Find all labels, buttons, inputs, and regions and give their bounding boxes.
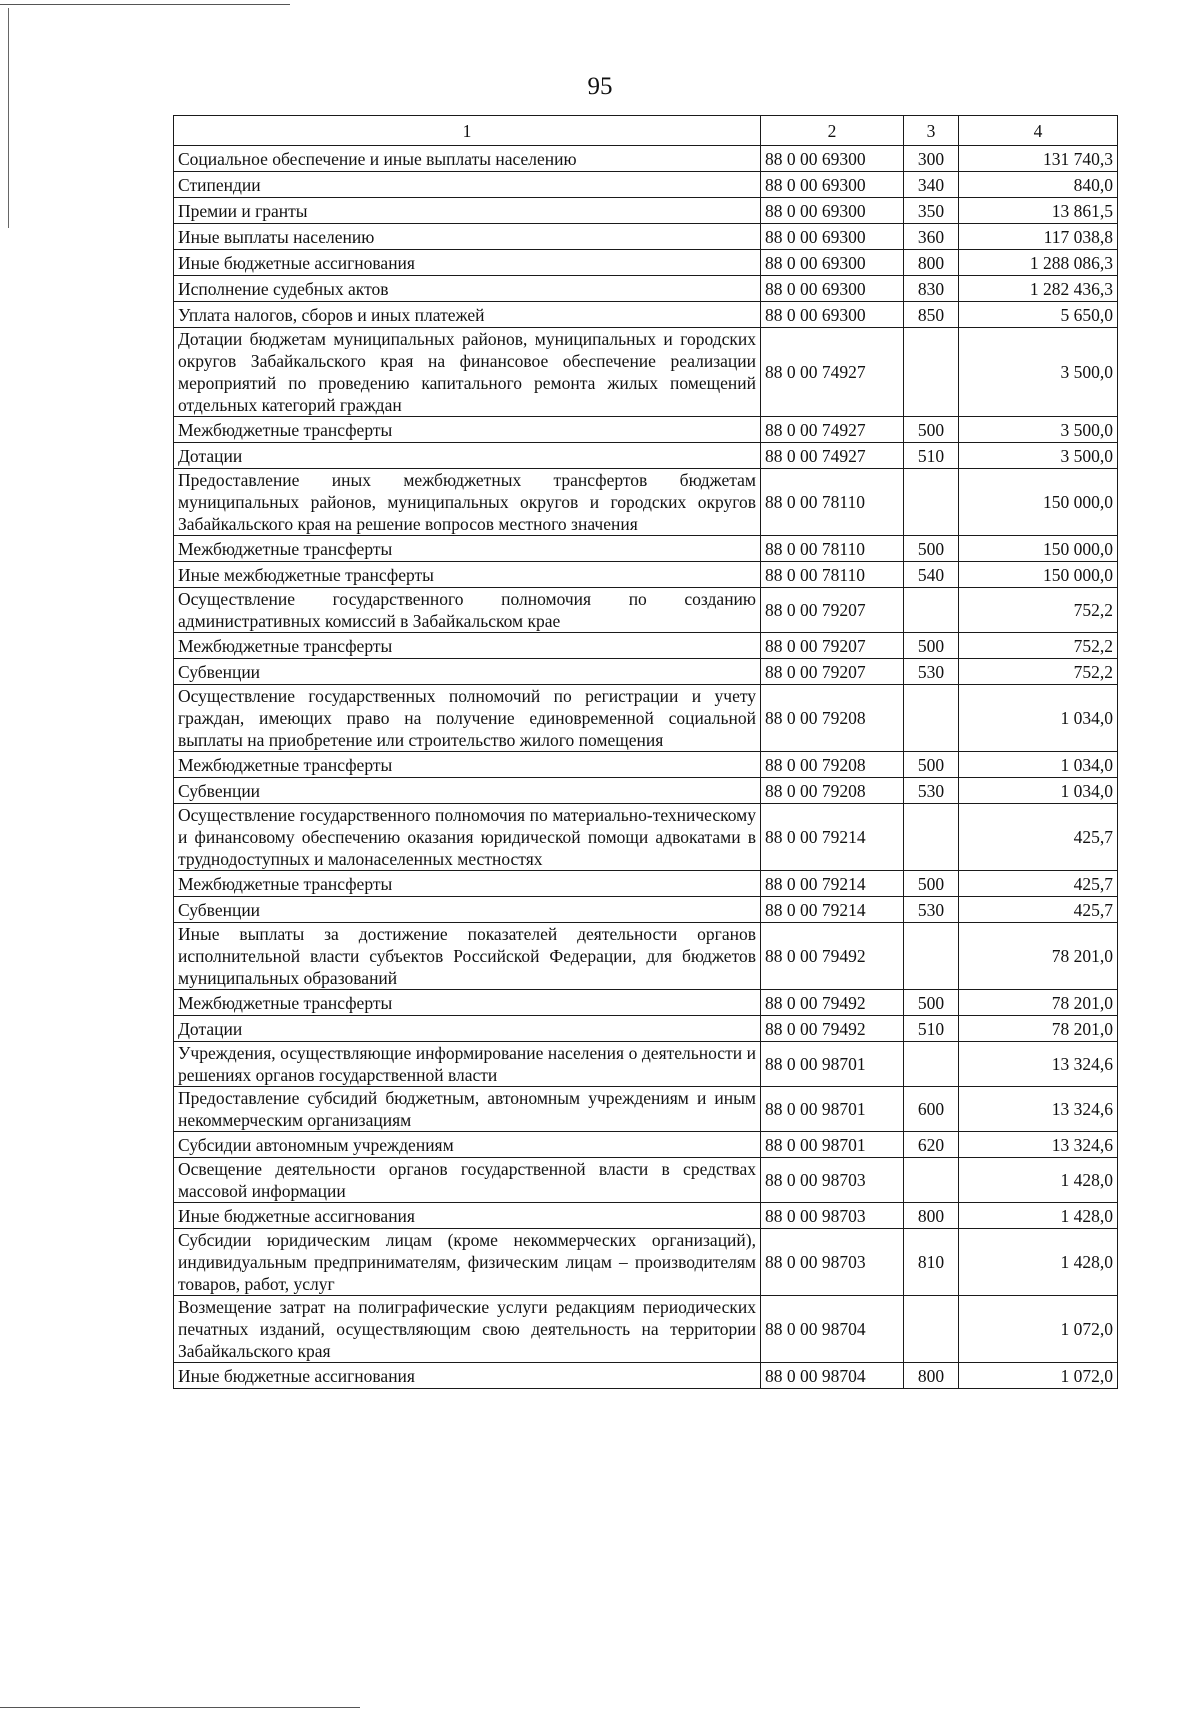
cell-name: Осуществление государственных полномочий по регистрации и учету граждан, имеющих право на получение единовременной социальной выплаты на приобретение или строительство жилого помещения: [174, 685, 761, 752]
cell-code: 88 0 00 78110: [761, 562, 904, 588]
cell-expense-type: 500: [904, 417, 959, 443]
cell-name: Социальное обеспечение и иные выплаты населению: [174, 146, 761, 172]
column-header-name: 1: [174, 116, 761, 146]
cell-amount: 425,7: [959, 871, 1118, 897]
cell-expense-type: [904, 804, 959, 871]
cell-expense-type: [904, 923, 959, 990]
cell-amount: 5 650,0: [959, 302, 1118, 328]
cell-name: Предоставление субсидий бюджетным, автономным учреждениям и иным некоммерческим организациям: [174, 1087, 761, 1132]
cell-amount: 13 861,5: [959, 198, 1118, 224]
cell-code: 88 0 00 79492: [761, 990, 904, 1016]
cell-expense-type: [904, 328, 959, 417]
table-row: [174, 146, 1118, 172]
cell-code: 88 0 00 98701: [761, 1132, 904, 1158]
cell-name: Стипендии: [174, 172, 761, 198]
cell-name: Учреждения, осуществляющие информирование населения о деятельности и решениях органов государственной власти: [174, 1042, 761, 1087]
table-row: [174, 1132, 1118, 1158]
cell-expense-type: [904, 469, 959, 536]
cell-code: 88 0 00 78110: [761, 469, 904, 536]
table-row: [174, 198, 1118, 224]
cell-code: 88 0 00 98703: [761, 1203, 904, 1229]
cell-expense-type: 500: [904, 990, 959, 1016]
cell-name: Освещение деятельности органов государственной власти в средствах массовой информации: [174, 1158, 761, 1203]
table-row: [174, 1016, 1118, 1042]
cell-code: 88 0 00 69300: [761, 172, 904, 198]
cell-amount: 752,2: [959, 588, 1118, 633]
cell-expense-type: 300: [904, 146, 959, 172]
scan-edge-left: [8, 8, 9, 228]
table-row: [174, 469, 1118, 536]
cell-expense-type: [904, 1296, 959, 1363]
cell-code: 88 0 00 78110: [761, 536, 904, 562]
cell-amount: 13 324,6: [959, 1132, 1118, 1158]
cell-code: 88 0 00 69300: [761, 224, 904, 250]
cell-expense-type: 500: [904, 536, 959, 562]
table-row: [174, 990, 1118, 1016]
cell-code: 88 0 00 69300: [761, 302, 904, 328]
cell-expense-type: 540: [904, 562, 959, 588]
table-row: [174, 172, 1118, 198]
cell-expense-type: [904, 685, 959, 752]
cell-code: 88 0 00 98701: [761, 1042, 904, 1087]
cell-code: 88 0 00 79207: [761, 659, 904, 685]
cell-code: 88 0 00 98701: [761, 1087, 904, 1132]
cell-expense-type: 340: [904, 172, 959, 198]
cell-code: 88 0 00 98704: [761, 1363, 904, 1389]
cell-expense-type: 500: [904, 633, 959, 659]
page-number: 95: [587, 73, 613, 100]
cell-amount: 840,0: [959, 172, 1118, 198]
cell-name: Субвенции: [174, 659, 761, 685]
cell-expense-type: 530: [904, 659, 959, 685]
cell-amount: 752,2: [959, 659, 1118, 685]
cell-code: 88 0 00 79208: [761, 752, 904, 778]
cell-code: 88 0 00 79207: [761, 633, 904, 659]
cell-amount: 1 034,0: [959, 685, 1118, 752]
table-header-row: [174, 116, 1118, 146]
cell-code: 88 0 00 98703: [761, 1229, 904, 1296]
cell-expense-type: [904, 1042, 959, 1087]
cell-amount: 117 038,8: [959, 224, 1118, 250]
table-row: [174, 562, 1118, 588]
cell-amount: 1 034,0: [959, 778, 1118, 804]
cell-expense-type: [904, 1158, 959, 1203]
scan-edge-top: [0, 4, 290, 5]
table-row: [174, 328, 1118, 417]
cell-expense-type: 360: [904, 224, 959, 250]
table-row: [174, 1158, 1118, 1203]
cell-code: 88 0 00 69300: [761, 250, 904, 276]
cell-expense-type: 800: [904, 1203, 959, 1229]
table-row: [174, 1087, 1118, 1132]
cell-amount: 1 282 436,3: [959, 276, 1118, 302]
column-header-sum: 4: [959, 116, 1118, 146]
cell-amount: 3 500,0: [959, 328, 1118, 417]
cell-expense-type: 510: [904, 1016, 959, 1042]
cell-name: Субсидии юридическим лицам (кроме некоммерческих организаций), индивидуальным предпринимателям, физическим лицам – производителям товаров, работ, услуг: [174, 1229, 761, 1296]
cell-name: Исполнение судебных актов: [174, 276, 761, 302]
cell-amount: 150 000,0: [959, 536, 1118, 562]
cell-amount: 78 201,0: [959, 1016, 1118, 1042]
cell-amount: 3 500,0: [959, 443, 1118, 469]
cell-name: Межбюджетные трансферты: [174, 752, 761, 778]
cell-name: Субсидии автономным учреждениям: [174, 1132, 761, 1158]
cell-amount: 1 428,0: [959, 1203, 1118, 1229]
cell-amount: 752,2: [959, 633, 1118, 659]
table-row: [174, 588, 1118, 633]
cell-code: 88 0 00 98703: [761, 1158, 904, 1203]
cell-amount: 13 324,6: [959, 1042, 1118, 1087]
cell-expense-type: 810: [904, 1229, 959, 1296]
table-row: [174, 1203, 1118, 1229]
cell-amount: 1 072,0: [959, 1363, 1118, 1389]
table-row: [174, 752, 1118, 778]
cell-code: 88 0 00 79207: [761, 588, 904, 633]
cell-expense-type: 530: [904, 778, 959, 804]
cell-name: Иные бюджетные ассигнования: [174, 1363, 761, 1389]
table-row: [174, 897, 1118, 923]
cell-name: Иные бюджетные ассигнования: [174, 1203, 761, 1229]
cell-amount: 150 000,0: [959, 469, 1118, 536]
cell-name: Иные выплаты за достижение показателей деятельности органов исполнительной власти субъектов Российской Федерации, для бюджетов муниципальных образований: [174, 923, 761, 990]
cell-code: 88 0 00 74927: [761, 417, 904, 443]
cell-code: 88 0 00 79214: [761, 871, 904, 897]
table-body: [174, 146, 1118, 1389]
cell-name: Дотации: [174, 1016, 761, 1042]
cell-code: 88 0 00 69300: [761, 276, 904, 302]
table-row: [174, 1296, 1118, 1363]
table-row: [174, 871, 1118, 897]
cell-amount: 150 000,0: [959, 562, 1118, 588]
cell-name: Осуществление государственного полномочия по материально-техническому и финансовому обеспечению оказания юридической помощи адвокатами в труднодоступных и малонаселенных местностях: [174, 804, 761, 871]
cell-name: Межбюджетные трансферты: [174, 990, 761, 1016]
cell-amount: 1 288 086,3: [959, 250, 1118, 276]
cell-name: Межбюджетные трансферты: [174, 871, 761, 897]
table-row: [174, 276, 1118, 302]
cell-code: 88 0 00 69300: [761, 198, 904, 224]
cell-amount: 78 201,0: [959, 990, 1118, 1016]
cell-code: 88 0 00 98704: [761, 1296, 904, 1363]
cell-name: Возмещение затрат на полиграфические услуги редакциям периодических печатных изданий, осуществляющим свою деятельность на территории Забайкальского края: [174, 1296, 761, 1363]
cell-code: 88 0 00 79492: [761, 923, 904, 990]
cell-code: 88 0 00 79492: [761, 1016, 904, 1042]
cell-expense-type: [904, 588, 959, 633]
cell-expense-type: 800: [904, 1363, 959, 1389]
cell-code: 88 0 00 74927: [761, 328, 904, 417]
cell-name: Уплата налогов, сборов и иных платежей: [174, 302, 761, 328]
cell-expense-type: 510: [904, 443, 959, 469]
budget-table: [173, 115, 1118, 1389]
cell-amount: 3 500,0: [959, 417, 1118, 443]
cell-name: Межбюджетные трансферты: [174, 417, 761, 443]
cell-name: Дотации: [174, 443, 761, 469]
cell-amount: 425,7: [959, 804, 1118, 871]
cell-amount: 425,7: [959, 897, 1118, 923]
table-row: [174, 633, 1118, 659]
cell-code: 88 0 00 69300: [761, 146, 904, 172]
column-header-type: 3: [904, 116, 959, 146]
cell-expense-type: 620: [904, 1132, 959, 1158]
table-row: [174, 443, 1118, 469]
cell-name: Иные бюджетные ассигнования: [174, 250, 761, 276]
cell-expense-type: 850: [904, 302, 959, 328]
table-row: [174, 923, 1118, 990]
table-row: [174, 224, 1118, 250]
cell-amount: 1 428,0: [959, 1229, 1118, 1296]
cell-name: Иные межбюджетные трансферты: [174, 562, 761, 588]
cell-name: Дотации бюджетам муниципальных районов, муниципальных и городских округов Забайкальского края на финансовое обеспечение реализации мероприятий по проведению капитального ремонта жилых помещений отдельных категорий граждан: [174, 328, 761, 417]
cell-name: Субвенции: [174, 778, 761, 804]
cell-amount: 1 034,0: [959, 752, 1118, 778]
cell-code: 88 0 00 79208: [761, 778, 904, 804]
cell-amount: 131 740,3: [959, 146, 1118, 172]
table-row: [174, 536, 1118, 562]
table-row: [174, 685, 1118, 752]
table-row: [174, 804, 1118, 871]
column-header-code: 2: [761, 116, 904, 146]
cell-code: 88 0 00 79214: [761, 804, 904, 871]
cell-amount: 78 201,0: [959, 923, 1118, 990]
cell-expense-type: 500: [904, 752, 959, 778]
cell-name: Премии и гранты: [174, 198, 761, 224]
cell-expense-type: 530: [904, 897, 959, 923]
table-row: [174, 778, 1118, 804]
cell-name: Межбюджетные трансферты: [174, 633, 761, 659]
table-row: [174, 1042, 1118, 1087]
cell-amount: 13 324,6: [959, 1087, 1118, 1132]
table-row: [174, 659, 1118, 685]
scan-edge-bottom: [0, 1707, 360, 1708]
table-row: [174, 1229, 1118, 1296]
cell-expense-type: 500: [904, 871, 959, 897]
cell-expense-type: 600: [904, 1087, 959, 1132]
cell-name: Субвенции: [174, 897, 761, 923]
cell-expense-type: 800: [904, 250, 959, 276]
cell-code: 88 0 00 74927: [761, 443, 904, 469]
table-row: [174, 250, 1118, 276]
cell-code: 88 0 00 79214: [761, 897, 904, 923]
cell-name: Иные выплаты населению: [174, 224, 761, 250]
table-row: [174, 417, 1118, 443]
table-row: [174, 1363, 1118, 1389]
cell-expense-type: 830: [904, 276, 959, 302]
cell-expense-type: 350: [904, 198, 959, 224]
cell-amount: 1 428,0: [959, 1158, 1118, 1203]
cell-code: 88 0 00 79208: [761, 685, 904, 752]
cell-name: Межбюджетные трансферты: [174, 536, 761, 562]
cell-name: Предоставление иных межбюджетных трансфертов бюджетам муниципальных районов, муниципальных округов и городских округов Забайкальского края на решение вопросов местного значения: [174, 469, 761, 536]
cell-name: Осуществление государственного полномочия по созданию административных комиссий в Забайкальском крае: [174, 588, 761, 633]
cell-amount: 1 072,0: [959, 1296, 1118, 1363]
table-row: [174, 302, 1118, 328]
